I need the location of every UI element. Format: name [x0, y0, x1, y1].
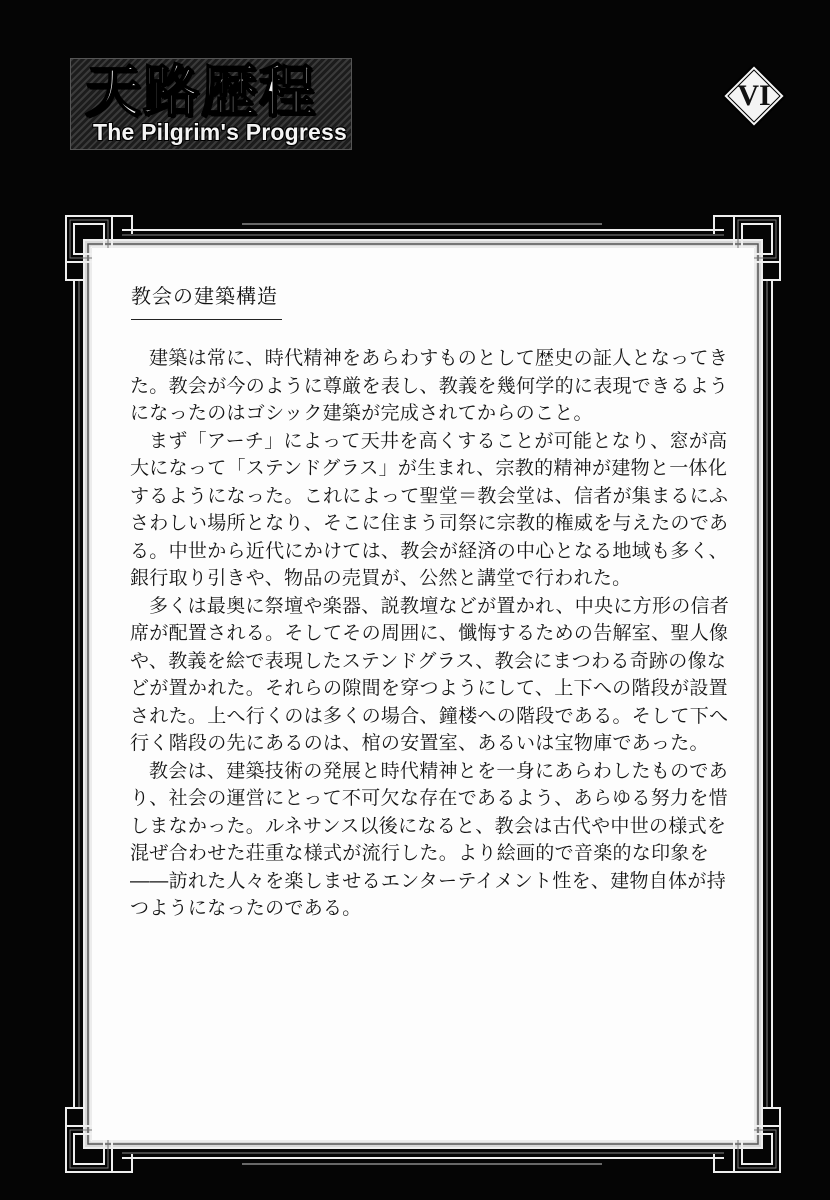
- paragraph: 建築は常に、時代精神をあらわすものとして歴史の証人となってきた。教会が今のように尊厳を表し、教義を幾何学的に表現できるようになったのはゴシック建築が完成されてからのこと。: [130, 347, 729, 424]
- logo-title-english: The Pilgrim's Progress: [93, 119, 348, 145]
- logo-title-japanese: 天路歴程: [85, 59, 317, 125]
- article-frame: [62, 210, 784, 1178]
- article-body: [130, 345, 736, 923]
- paragraph: 教会は、建築技術の発展と時代精神とを一身にあらわしたものであり、社会の運営にとって不可欠な存在であるよう、あらゆる努力を惜しまなかった。ルネサンス以後になると、教会は古代や中世の様式を混ぜ合わせた荘重な様式が流行した。より絵画的で音楽的な印象を――訪れた人々を楽しませるエンターテイメント性を、建物自体が持つようになったのである。: [130, 759, 729, 919]
- section-heading: 教会の建築構造: [131, 280, 282, 320]
- paragraph: 多くは最奥に祭壇や楽器、説教壇などが置かれ、中央に方形の信者席が配置される。そしてその周囲に、懺悔するための告解室、聖人像や、教義を絵で表現したステンドグラス、教会にまつわる奇跡の像などが置かれた。それらの隙間を穿つようにして、上下への階段が設置された。上へ行くのは多くの場合、鐘楼への階段である。そして下へ行く階段の先にあるのは、棺の安置室、あるいは宝物庫であった。: [130, 594, 730, 754]
- chapter-badge: [722, 64, 786, 128]
- article-panel: [92, 248, 754, 1140]
- paragraph: まず「アーチ」によって天井を高くすることが可能となり、窓が高大になって「ステンドグラス」が生まれ、宗教的精神が建物と一体化するようになった。これによって聖堂＝教会堂は、信者が集まるにふさわしい場所となり、そこに住まう司祭に宗教的権威を与えたのである。中世から近代にかけては、教会が経済の中心となる地域も多く、銀行取り引きや、物品の売買が、公然と講堂で行われた。: [130, 429, 729, 589]
- chapter-number: VI: [737, 79, 771, 112]
- title-logo: [70, 58, 352, 150]
